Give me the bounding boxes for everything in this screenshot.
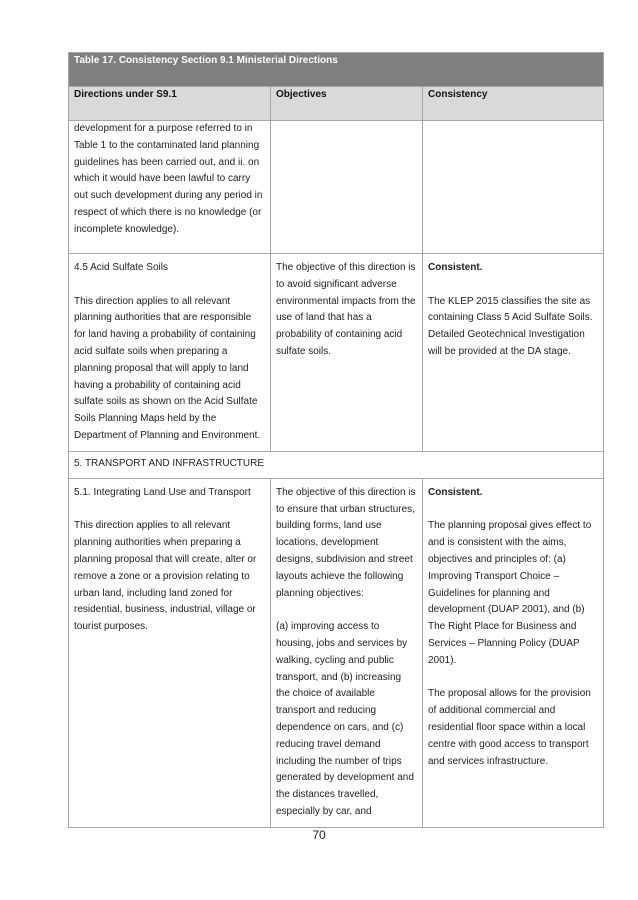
table-row [69, 121, 604, 254]
consistency-extra: The proposal allows for the provision of additional commercial and residential floor space within a local centre with good access to transport and services infrastructure. [428, 688, 591, 767]
objective-cell [271, 121, 423, 254]
consistency-status: Consistent. [428, 486, 483, 498]
direction-continuation-text: development for a purpose referred to in Table 1 to the contaminated land planning guidelines has been carried out, and ii. on which it would have been lawful to carry out such development during any period in respect of which there is no knowledge (or incomplete knowledge). [74, 123, 263, 235]
table-title: Table 17. Consistency Section 9.1 Ministerial Directions [69, 53, 604, 87]
objective-list: (a) improving access to housing, jobs and services by walking, cycling and public transport, and (b) increasing the choice of available transport and reducing dependence on cars, and (c) reducing travel demand including the number of trips generated by development and the distances travelled, especially by car, and [276, 621, 414, 817]
objective-cell [271, 254, 423, 452]
direction-cell [69, 121, 271, 254]
objective-intro: The objective of this direction is to ensure that urban structures, building forms, land use locations, development designs, subdivision and street layouts achieve the following planning objectives: [276, 486, 416, 599]
direction-title: 5.1. Integrating Land Use and Transport [74, 486, 251, 498]
consistency-body: The planning proposal gives effect to and is consistent with the aims, objectives and principles of: (a) Improving Transport Choice – Guidelines for planning and development (DUAP 2001), and (b) The Right Place for Business and Services – Planning Policy (DUAP 2001). [428, 520, 592, 666]
direction-cell [69, 478, 271, 827]
table-title-row [69, 53, 604, 87]
consistency-cell [423, 121, 604, 254]
section-heading: 5. TRANSPORT AND INFRASTRUCTURE [69, 451, 604, 478]
direction-cell [69, 254, 271, 452]
page-number: 70 [312, 828, 326, 842]
table-header-row [69, 87, 604, 121]
table-row [69, 478, 604, 827]
header-consistency: Consistency [423, 87, 604, 121]
section-row [69, 451, 604, 478]
header-objectives: Objectives [271, 87, 423, 121]
consistency-body: The KLEP 2015 classifies the site as containing Class 5 Acid Sulfate Soils. Detailed Geotechnical Investigation will be provided at the DA stage. [428, 295, 593, 357]
objective-text: The objective of this direction is to avoid significant adverse environmental impacts from the use of land that has a probability of containing acid sulfate soils. [276, 262, 416, 357]
consistency-cell [423, 478, 604, 827]
header-directions: Directions under S9.1 [69, 87, 271, 121]
table-row [69, 254, 604, 452]
direction-title: 4.5 Acid Sulfate Soils [74, 262, 168, 273]
direction-body: This direction applies to all relevant planning authorities that are responsible for land having a probability of containing acid sulfate soils when preparing a planning proposal that will apply to land having a probability of containing acid sulfate soils as shown on the Acid Sulfate Soils Planning Maps held by the Department of Planning and Environment. [74, 295, 261, 441]
consistency-status: Consistent. [428, 262, 483, 273]
objective-cell [271, 478, 423, 827]
direction-body: This direction applies to all relevant planning authorities when preparing a planning proposal that will create, alter or remove a zone or a provision relating to urban land, including land zoned for residential, business, industrial, village or tourist purposes. [74, 520, 257, 633]
consistency-table [68, 52, 604, 828]
consistency-cell [423, 254, 604, 452]
